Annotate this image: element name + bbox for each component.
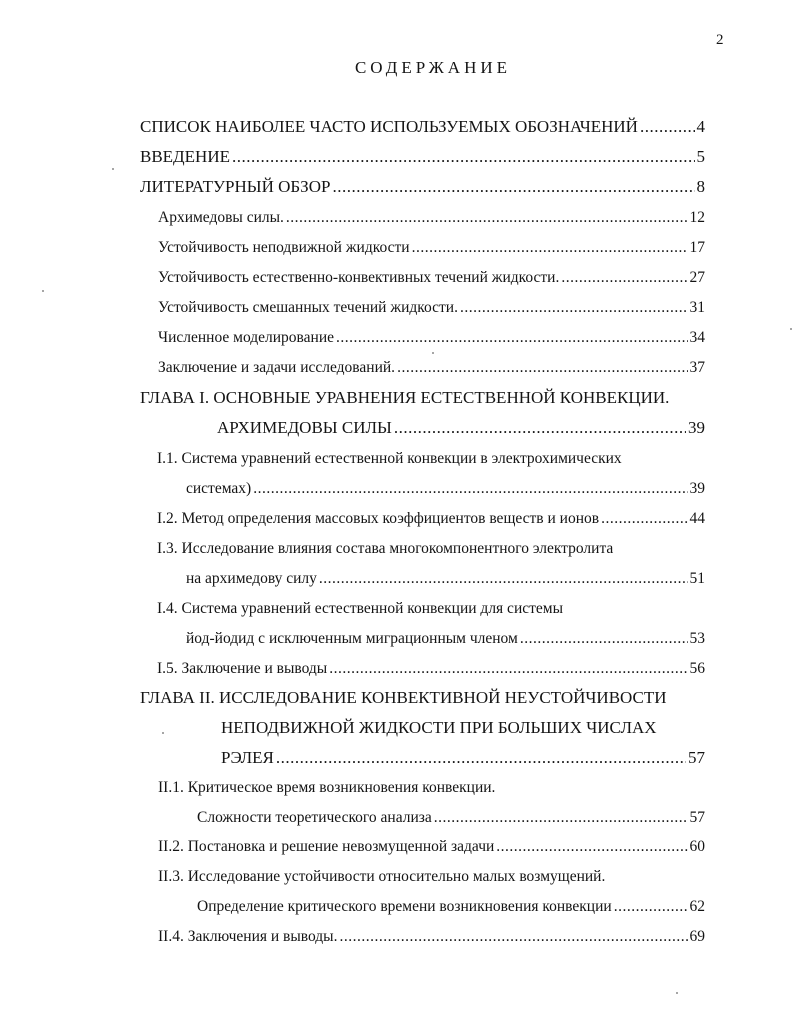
toc-entry-numerical-modeling[interactable] bbox=[158, 326, 705, 350]
toc-entry-chapter-1-archimedes[interactable] bbox=[217, 416, 705, 440]
toc-entry-page: 53 bbox=[689, 630, 705, 647]
toc-entry-text: Сложности теоретического анализа bbox=[197, 809, 432, 826]
scan-speck bbox=[112, 168, 114, 170]
dot-leader bbox=[253, 477, 687, 501]
toc-entry-text: II.2. Постановка и решение невозмущенной задачи bbox=[158, 838, 495, 855]
toc-entry-text: I.1. Система уравнений естественной конвекции в электрохимических bbox=[157, 450, 622, 467]
toc-entry-stationary-fluid-stability[interactable] bbox=[158, 236, 705, 260]
toc-entry-chapter-2-line-3[interactable] bbox=[221, 746, 705, 770]
toc-entry-text: ГЛАВА I. ОСНОВНЫЕ УРАВНЕНИЯ ЕСТЕСТВЕННОЙ КОНВЕКЦИИ. bbox=[140, 388, 670, 407]
dot-leader bbox=[339, 925, 687, 949]
page-number: 2 bbox=[716, 32, 724, 48]
toc-entry-text: I.2. Метод определения массовых коэффициентов веществ и ионов bbox=[157, 510, 600, 527]
dot-leader bbox=[394, 416, 686, 440]
dot-leader bbox=[434, 806, 688, 830]
toc-entry-text: ГЛАВА II. ИССЛЕДОВАНИЕ КОНВЕКТИВНОЙ НЕУСТОЙЧИВОСТИ bbox=[140, 688, 667, 707]
toc-entry-1-2[interactable] bbox=[157, 507, 705, 531]
dot-leader bbox=[232, 145, 695, 169]
toc-entry-archimedes-forces[interactable] bbox=[158, 206, 705, 230]
toc-entry-mixed-flow-stability[interactable] bbox=[158, 296, 705, 320]
toc-entry-text: РЭЛЕЯ bbox=[221, 748, 274, 767]
toc-entry-page: 39 bbox=[688, 418, 705, 437]
toc-entry-2-1-line-1[interactable] bbox=[158, 776, 705, 800]
toc-entry-page: 34 bbox=[689, 329, 705, 346]
toc-entry-text: Устойчивость естественно-конвективных течений жидкости. bbox=[158, 269, 560, 286]
toc-entry-list-of-notations[interactable] bbox=[140, 115, 705, 139]
dot-leader bbox=[520, 627, 688, 651]
toc-entry-text: II.3. Исследование устойчивости относительно малых возмущений. bbox=[158, 868, 606, 885]
toc-entry-page: 56 bbox=[689, 660, 705, 677]
toc-entry-page: 62 bbox=[689, 898, 705, 915]
toc-entry-chapter-2-line-2[interactable] bbox=[221, 716, 705, 740]
toc-entry-page: 31 bbox=[689, 299, 705, 316]
toc-entry-1-3-line-2[interactable] bbox=[186, 567, 705, 591]
dot-leader bbox=[336, 326, 687, 350]
toc-entry-page: 44 bbox=[689, 510, 705, 527]
toc-entry-literature-review[interactable] bbox=[140, 175, 705, 199]
toc-entry-page: 8 bbox=[696, 177, 705, 196]
dot-leader bbox=[496, 835, 687, 859]
toc-entry-page: 17 bbox=[689, 239, 705, 256]
toc-entry-page: 69 bbox=[689, 928, 705, 945]
toc-entry-text: ЛИТЕРАТУРНЫЙ ОБЗОР bbox=[140, 177, 331, 196]
toc-entry-2-3-line-1[interactable] bbox=[158, 865, 705, 889]
toc-entry-page: 37 bbox=[689, 359, 705, 376]
dot-leader bbox=[286, 206, 688, 230]
scan-speck bbox=[432, 352, 434, 354]
toc-entry-text: Устойчивость неподвижной жидкости bbox=[158, 239, 410, 256]
scan-speck bbox=[162, 732, 164, 734]
dot-leader bbox=[412, 236, 688, 260]
toc-entry-text: II.1. Критическое время возникновения конвекции. bbox=[158, 779, 496, 796]
toc-entry-1-4-line-2[interactable] bbox=[186, 627, 705, 651]
scan-speck bbox=[790, 328, 792, 330]
toc-entry-text: на архимедову силу bbox=[186, 570, 317, 587]
scan-speck bbox=[676, 992, 678, 994]
dot-leader bbox=[397, 356, 687, 380]
toc-entry-1-1-line-1[interactable] bbox=[157, 447, 705, 471]
toc-entry-1-4-line-1[interactable] bbox=[157, 597, 705, 621]
toc-entry-page: 12 bbox=[689, 209, 705, 226]
toc-entry-conclusion-and-tasks[interactable] bbox=[158, 356, 705, 380]
toc-entry-page: 27 bbox=[689, 269, 705, 286]
toc-entry-1-1-line-2[interactable] bbox=[186, 477, 705, 501]
dot-leader bbox=[276, 746, 686, 770]
toc-entry-text: ВВЕДЕНИЕ bbox=[140, 147, 230, 166]
toc-entry-text: АРХИМЕДОВЫ СИЛЫ bbox=[217, 418, 392, 437]
dot-leader bbox=[332, 175, 694, 199]
dot-leader bbox=[601, 507, 687, 531]
dot-leader bbox=[640, 115, 695, 139]
toc-entry-text: I.3. Исследование влияния состава многокомпонентного электролита bbox=[157, 540, 614, 557]
toc-entry-text: НЕПОДВИЖНОЙ ЖИДКОСТИ ПРИ БОЛЬШИХ ЧИСЛАХ bbox=[221, 718, 657, 737]
toc-entry-chapter-2-line-1[interactable] bbox=[140, 686, 705, 710]
toc-entry-text: йод-йодид с исключенным миграционным членом bbox=[186, 630, 518, 647]
toc-entry-introduction[interactable] bbox=[140, 145, 705, 169]
toc-entry-text: I.4. Система уравнений естественной конвекции для системы bbox=[157, 600, 563, 617]
dot-leader bbox=[329, 657, 687, 681]
toc-entry-page: 5 bbox=[696, 147, 705, 166]
toc-entry-page: 39 bbox=[689, 480, 705, 497]
toc-entry-2-1-line-2[interactable] bbox=[197, 806, 705, 830]
toc-entry-natural-convection-stability[interactable] bbox=[158, 266, 705, 290]
toc-entry-1-5[interactable] bbox=[157, 657, 705, 681]
dot-leader bbox=[319, 567, 688, 591]
toc-entry-page: 60 bbox=[689, 838, 705, 855]
toc-entry-1-3-line-1[interactable] bbox=[157, 537, 705, 561]
toc-entry-text: Устойчивость смешанных течений жидкости. bbox=[158, 299, 458, 316]
toc-entry-page: 57 bbox=[689, 809, 705, 826]
toc-entry-page: 4 bbox=[696, 117, 705, 136]
toc-entry-page: 57 bbox=[688, 748, 705, 767]
toc-entry-text: II.4. Заключения и выводы. bbox=[158, 928, 338, 945]
toc-entry-text: СПИСОК НАИБОЛЕЕ ЧАСТО ИСПОЛЬЗУЕМЫХ ОБОЗНАЧЕНИЙ bbox=[140, 117, 638, 136]
dot-leader bbox=[561, 266, 687, 290]
toc-entry-text: Заключение и задачи исследований. bbox=[158, 359, 396, 376]
toc-entry-text: Численное моделирование bbox=[158, 329, 335, 346]
toc-entry-2-3-line-2[interactable] bbox=[197, 895, 705, 919]
page-title: СОДЕРЖАНИЕ bbox=[354, 58, 512, 77]
scan-speck bbox=[42, 290, 44, 292]
toc-entry-2-2[interactable] bbox=[158, 835, 705, 859]
toc-entry-text: I.5. Заключение и выводы bbox=[157, 660, 328, 677]
toc-entry-page: 51 bbox=[689, 570, 705, 587]
toc-entry-text: системах) bbox=[186, 480, 252, 497]
toc-entry-text: Определение критического времени возникновения конвекции bbox=[197, 898, 612, 915]
toc-entry-text: Архимедовы силы. bbox=[158, 209, 284, 226]
toc-entry-chapter-1-heading[interactable] bbox=[140, 386, 705, 410]
dot-leader bbox=[614, 895, 688, 919]
dot-leader bbox=[460, 296, 688, 320]
toc-entry-2-4[interactable] bbox=[158, 925, 705, 949]
